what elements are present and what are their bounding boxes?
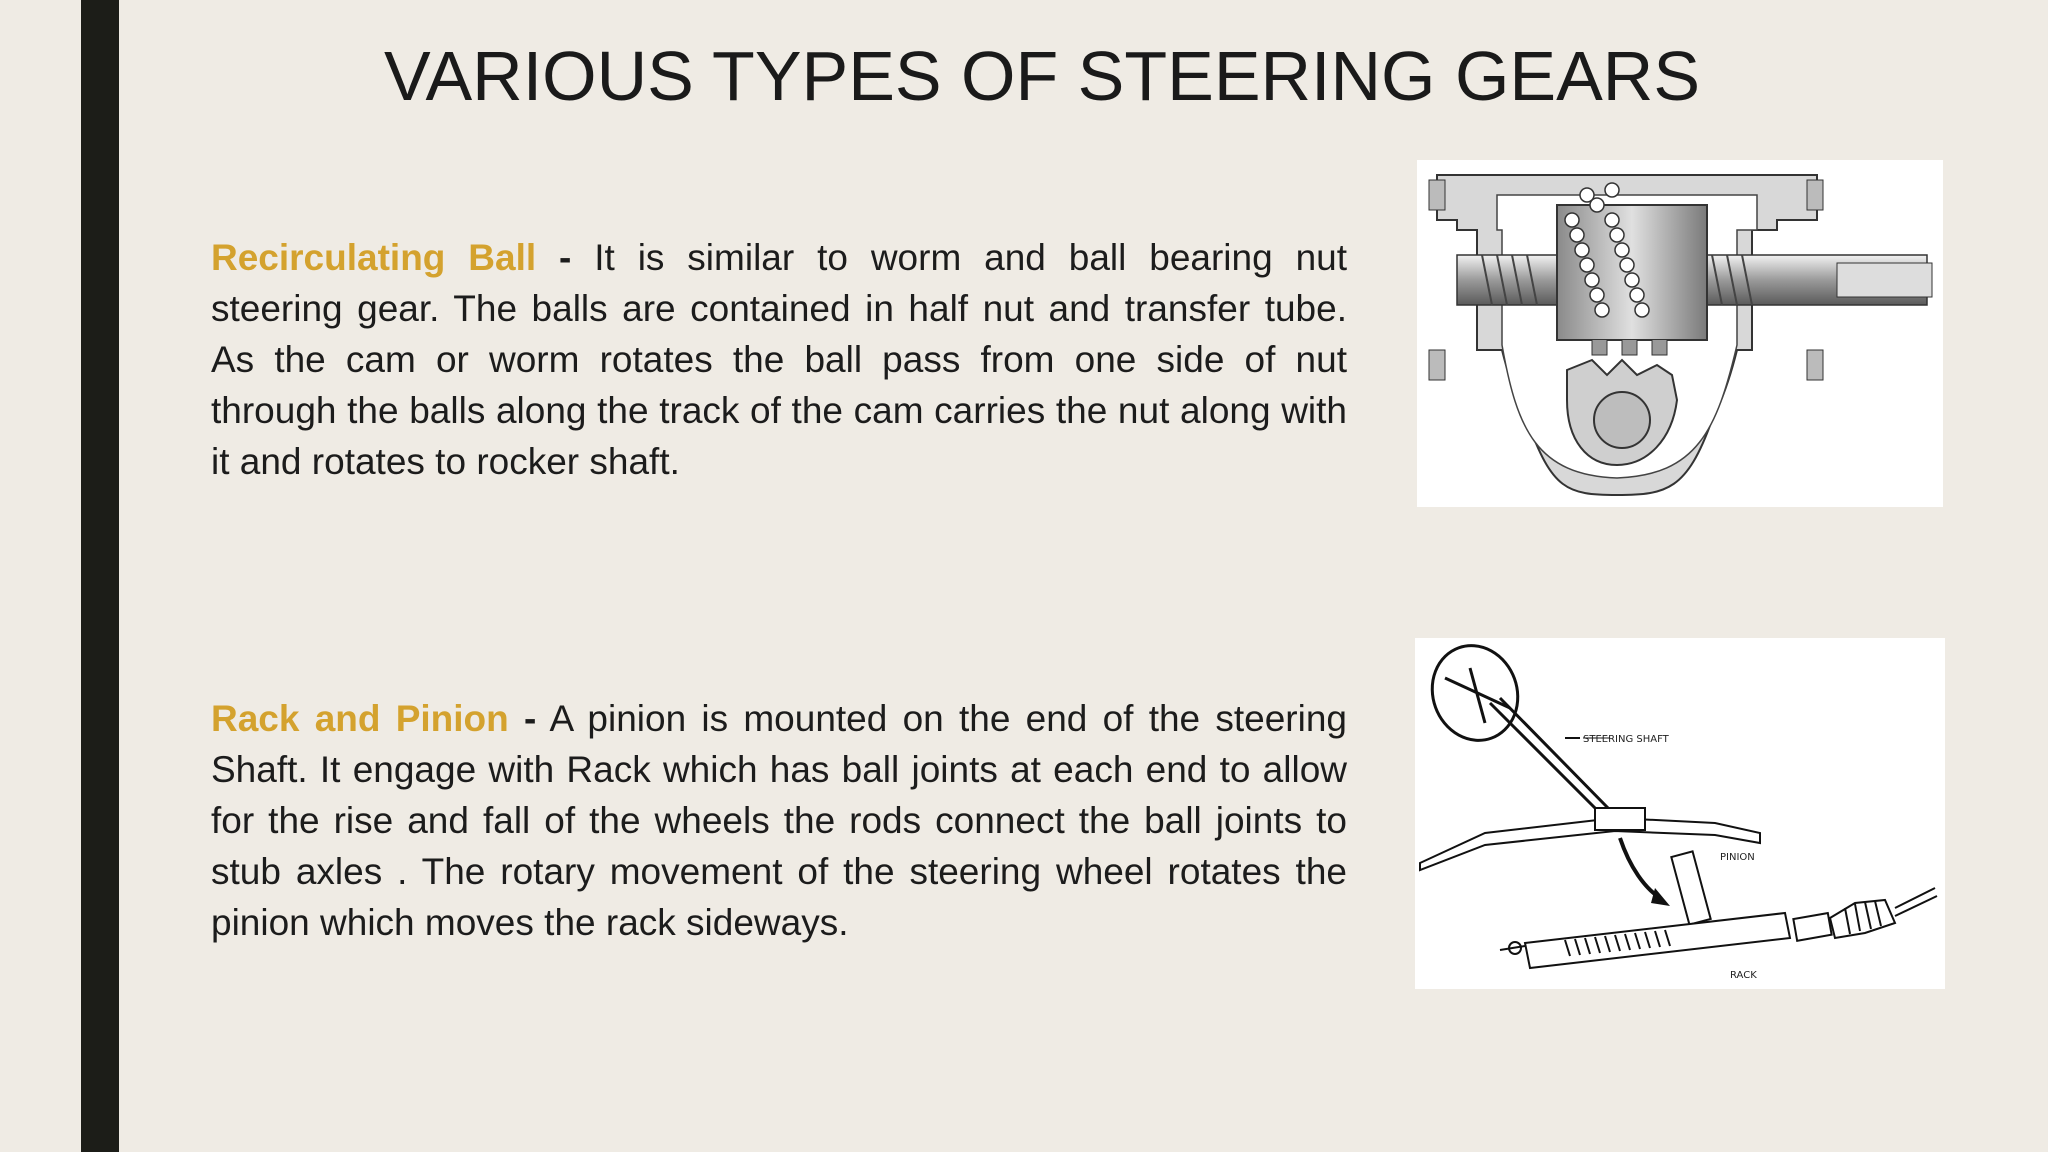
pinion-label: PINION: [1720, 852, 1755, 863]
rack-and-pinion-diagram: [1415, 638, 1945, 989]
rack-and-pinion-text: A pinion is mounted on the end of the steering Shaft. It engage with Rack which has ball joints at each end to allow for the rise and fall of the wheels the rods connect the ball joints to stub axles . The rotary movement of the steering wheel rotates the pinion which moves the rack sideways.: [211, 698, 1347, 943]
recirculating-ball-illustration: [1417, 160, 1943, 507]
recirculating-ball-term: Recirculating Ball: [211, 237, 537, 278]
recirculating-ball-paragraph: [211, 232, 1347, 487]
separator: -: [524, 698, 537, 739]
steering-shaft-label: STEERING SHAFT: [1583, 734, 1669, 745]
rack-and-pinion-paragraph: [211, 693, 1347, 948]
separator: -: [559, 237, 572, 278]
rack-and-pinion-illustration: [1415, 638, 1945, 989]
slide-title: VARIOUS TYPES OF STEERING GEARS: [384, 37, 1701, 115]
left-accent-bar: [81, 0, 119, 1152]
rack-and-pinion-term: Rack and Pinion: [211, 698, 509, 739]
recirculating-ball-text: It is similar to worm and ball bearing nut steering gear. The balls are contained in half nut and transfer tube. As the cam or worm rotates the ball pass from one side of nut through the balls along the track of the cam carries the nut along with it and rotates to rocker shaft.: [211, 237, 1348, 482]
recirculating-ball-diagram: [1417, 160, 1943, 507]
rack-label: RACK: [1730, 970, 1757, 981]
